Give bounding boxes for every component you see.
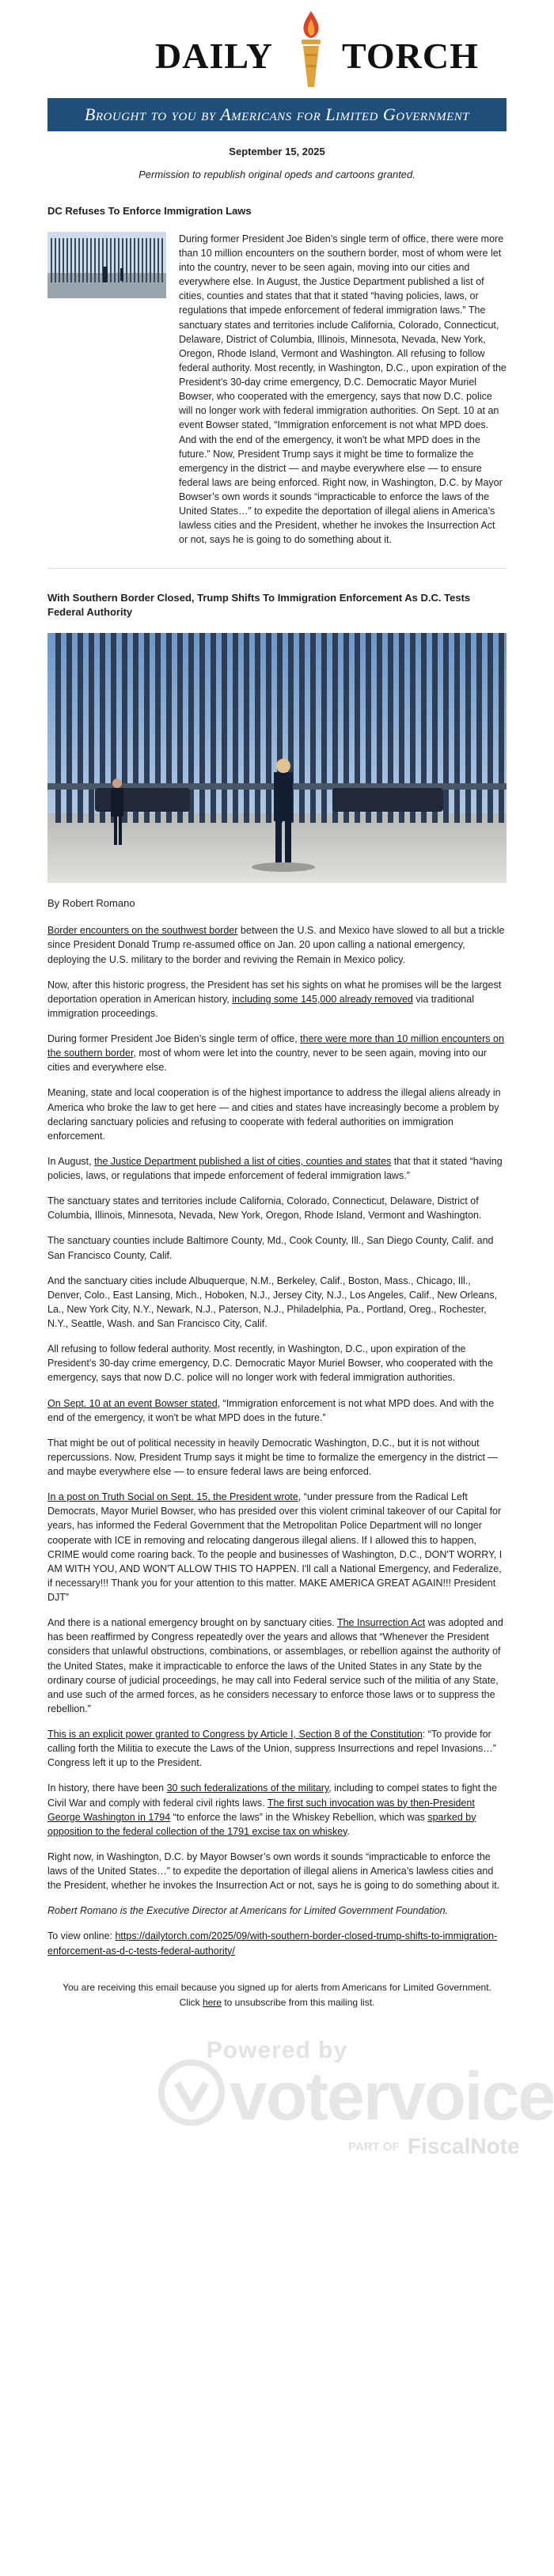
- washington-1794-link[interactable]: The first such invocation was by then-President George Washington in 1794: [47, 1797, 475, 1823]
- subscription-note: You are receiving this email because you signed up for alerts from Americans for Limited Government.: [63, 1981, 491, 1993]
- paragraph: Border encounters on the southwest border between the U.S. and Mexico have slowed to all but a trickle since President Donald Trump re-assumed office on Jan. 20 upon calling a national emergency, deploying the U.S. military to the border and reviving the Remain in Mexico policy.: [47, 925, 505, 965]
- paragraph: And the sanctuary cities include Albuquerque, N.M., Berkeley, Calif., Boston, Mass., Chicago, Ill., Denver, Colo., East Lansing, Mich., Hoboken, N.J., Jersey City, N.J., Los Angeles, Calif., New Orleans, La., New York City, N.Y., Newark, N.J., Paterson, N.J., Philadelphia, Pa., Portland, Oreg., Rochester, N.Y., Seattle, Wash. and San Francisco City, Calif.: [47, 1275, 498, 1330]
- insurrection-act-link[interactable]: The Insurrection Act: [336, 1617, 426, 1629]
- divider: [47, 568, 507, 569]
- powered-by-label: Powered by: [206, 2037, 348, 2064]
- summary-headline[interactable]: DC Refuses To Enforce Immigration Laws: [47, 205, 252, 217]
- whiskey-tax-link[interactable]: sparked by opposition to the federal collection of the 1791 excise tax on whiskey: [47, 1811, 476, 1837]
- encounters-link[interactable]: there were more than 10 million encounters on the southern border: [47, 1033, 504, 1059]
- sponsor-banner: Brought to you by Americans for Limited Government: [47, 98, 507, 131]
- paragraph: The sanctuary counties include Baltimore County, Md., Cook County, Ill., San Diego County, Calif. and San Francisco County, Calif.: [47, 1235, 494, 1261]
- paragraph: All refusing to follow federal authority. Most recently, in Washington, D.C., upon expiration of the President’s 30-day crime emergency, D.C. Democratic Mayor Muriel Bowser, who cooperated with the emergency, says that now D.C. police will no longer work with federal immigration authorities.: [47, 1343, 493, 1384]
- fiscalnote-wordmark: FiscalNote: [408, 2134, 520, 2159]
- byline: By Robert Romano: [47, 897, 135, 910]
- view-online: To view online: https://dailytorch.com/2025/09/with-southern-border-closed-trump-shifts-to-immigration-enforcement-as-d-c-tests-federal-authority/: [47, 1930, 498, 1957]
- paragraph: Meaning, state and local cooperation is of the highest importance to address the illegal aliens already in America who broke the law to get here — and cities and states have increasingly become a problem by declaring sanctuary policies and refusing to cooperate with federal authorities on immigration enforcement.: [47, 1087, 501, 1142]
- votervoice-icon: [158, 2059, 225, 2126]
- bowser-event-link[interactable]: On Sept. 10 at an event Bowser stated: [47, 1397, 218, 1409]
- votervoice-logo[interactable]: [47, 2029, 554, 2172]
- paragraph: The sanctuary states and territories include California, Colorado, Connecticut, Delaware, District of Columbia, Illinois, Minnesota, Nevada, New York, Oregon, Rhode Island, Vermont and Washington.: [47, 1195, 482, 1222]
- masthead: [47, 0, 507, 98]
- paragraph: During former President Joe Biden’s single term of office, there were more than 10 million encounters on the southern border, most of whom were let into the country, never to be seen again, moving into our cities and everywhere else.: [47, 1033, 504, 1074]
- paragraph: And there is a national emergency brought on by sanctuary cities. The Insurrection Act was adopted and has been reaffirmed by Congress repeatedly over the years and allows that “Whenever the President considers that unlawful obstructions, combinations, or assemblages, or rebellion against the authority of the United States, make it impracticable to enforce the laws of the United States in any State by the ordinary course of judicial proceedings, he may call into Federal service such of the militia of any State, and use such of the armed forces, as he considers necessary to enforce those laws or to suppress the rebellion.”: [47, 1617, 503, 1714]
- truth-social-link[interactable]: In a post on Truth Social on Sept. 15, the President wrote: [47, 1491, 298, 1503]
- article-headline[interactable]: With Southern Border Closed, Trump Shifts To Immigration Enforcement As D.C. Tests Federal Authority: [47, 591, 471, 619]
- paragraph: On Sept. 10 at an event Bowser stated, “Immigration enforcement is not what MPD does. And with the end of the emergency, it won't be what MPD does in the future.”: [47, 1397, 495, 1423]
- email-container: [47, 0, 554, 2172]
- federalizations-link[interactable]: 30 such federalizations of the military: [166, 1782, 329, 1794]
- border-wall-photo[interactable]: [47, 633, 507, 883]
- unsubscribe-line: Click here to unsubscribe from this mailing list.: [179, 1996, 375, 2008]
- masthead-daily: DAILY: [155, 36, 274, 76]
- permission-note: Permission to republish original opeds and cartoons granted.: [138, 169, 416, 180]
- votervoice-wordmark: votervoice: [230, 2059, 554, 2135]
- paragraph: That might be out of political necessity in heavily Democratic Washington, D.C., but it is not without repercussions. Now, President Trump says it might be time to formalize the emergency in the district — and maybe everywhere else — to ensure federal laws are being enforced.: [47, 1437, 498, 1478]
- doj-list-link[interactable]: the Justice Department published a list of cities, counties and states: [94, 1155, 392, 1167]
- unsubscribe-link[interactable]: here: [202, 1996, 222, 2008]
- paragraph: In a post on Truth Social on Sept. 15, the President wrote, “under pressure from the Radical Left Democrats, Mayor Muriel Bowser, who has presided over this violent criminal takeover of our Capital for years, has informed the Federal Government that the Metropolitan Police Department will no longer cooperate with ICE in removing and relocating dangerous illegal aliens. If I allowed this to happen, CRIME would come roaring back. To the people and businesses of Washington, D.C., DON'T WORRY, I AM WITH YOU, AND WON'T ALLOW THIS TO HAPPEN. I'll call a National Emergency, and Federalize, if necessary!!! Thank you for your attention to this matter. MAKE AMERICA GREAT AGAIN!!! President DJT”: [47, 1491, 503, 1604]
- masthead-torch: TORCH: [342, 36, 479, 76]
- paragraph: Right now, in Washington, D.C. by Mayor Bowser’s own words it sounds “impracticable to enforce the laws of the United States…” to expedite the deportation of illegal aliens in America’s lawless cities and the President, whether he invokes the Insurrection Act or not, says he is going to do something about it.: [47, 1851, 500, 1892]
- constitution-link[interactable]: This is an explicit power granted to Congress by Article I, Section 8 of the Constitution: [47, 1729, 423, 1741]
- part-of-label: PART OF: [348, 2140, 400, 2154]
- summary-block: [47, 232, 507, 547]
- summary-text: During former President Joe Biden’s single term of office, there were more than 10 million encounters on the southern border, most of whom were let into the country, never to be seen again, moving into our cities and everywhere else. In August, the Justice Department published a list of cities, counties and states that that it stated “having policies, laws, or regulations that impede enforcement of federal immigration laws.” The sanctuary states and territories include California, Colorado, Connecticut, Delaware, District of Columbia, Illinois, Minnesota, Nevada, New York, Oregon, Rhode Island, Vermont and Washington. All refusing to follow federal authority. Most recently, in Washington, D.C., upon expiration of the President’s 30-day crime emergency, D.C. Democratic Mayor Muriel Bowser, who cooperated with the emergency, says that now D.C. police will no longer work with federal immigration authorities. On Sept. 10 at an event Bowser stated, “Immigration enforcement is not what MPD does. And with the end of the emergency, it won't be what MPD does in the future.” Now, President Trump says it might be time to formalize the emergency in the district — and maybe everywhere else — to ensure federal laws are being enforced. Right now, in Washington, D.C. by Mayor Bowser’s own words it sounds “impracticable to enforce the laws of the United States…” to expedite the deportation of illegal aliens in America’s lawless cities and the President, whether he invokes the Insurrection Act or not, says he is going to do something about it.: [179, 233, 507, 546]
- paragraph: Now, after this historic progress, the President has set his sights on what he promises will be the largest deportation operation in American history, including some 145,000 already removed via traditional immigration proceedings.: [47, 979, 502, 1019]
- paragraph: In August, the Justice Department published a list of cities, counties and states that that it stated “having policies, laws, or regulations that impede enforcement of federal immigration laws.”: [47, 1155, 503, 1182]
- issue-date: September 15, 2025: [229, 146, 325, 157]
- border-wall-thumbnail[interactable]: [47, 232, 166, 298]
- author-note: Robert Romano is the Executive Director at Americans for Limited Government Foundation.: [47, 1905, 449, 1917]
- view-online-link[interactable]: https://dailytorch.com/2025/09/with-southern-border-closed-trump-shifts-to-immigration-enforcement-as-d-c-tests-federal-authority/: [47, 1930, 498, 1957]
- paragraph: This is an explicit power granted to Congress by Article I, Section 8 of the Constitution: “To provide for calling forth the Militia to execute the Laws of the Union, suppress Insurrections and repel Invasions…” Congress left it up to the President.: [47, 1729, 496, 1769]
- border-encounters-link[interactable]: Border encounters on the southwest border: [47, 925, 238, 937]
- paragraph: In history, there have been 30 such federalizations of the military, including to compel states to fight the Civil War and comply with federal civil rights laws. The first such invocation was by then-President George Washington in 1794 “to enforce the laws” in the Whiskey Rebellion, which was sparked by opposition to the federal collection of the 1791 excise tax on whiskey.: [47, 1782, 497, 1837]
- torch-icon: [297, 9, 325, 89]
- email-footer: [47, 1980, 507, 2010]
- removals-link[interactable]: including some 145,000 already removed: [232, 993, 413, 1005]
